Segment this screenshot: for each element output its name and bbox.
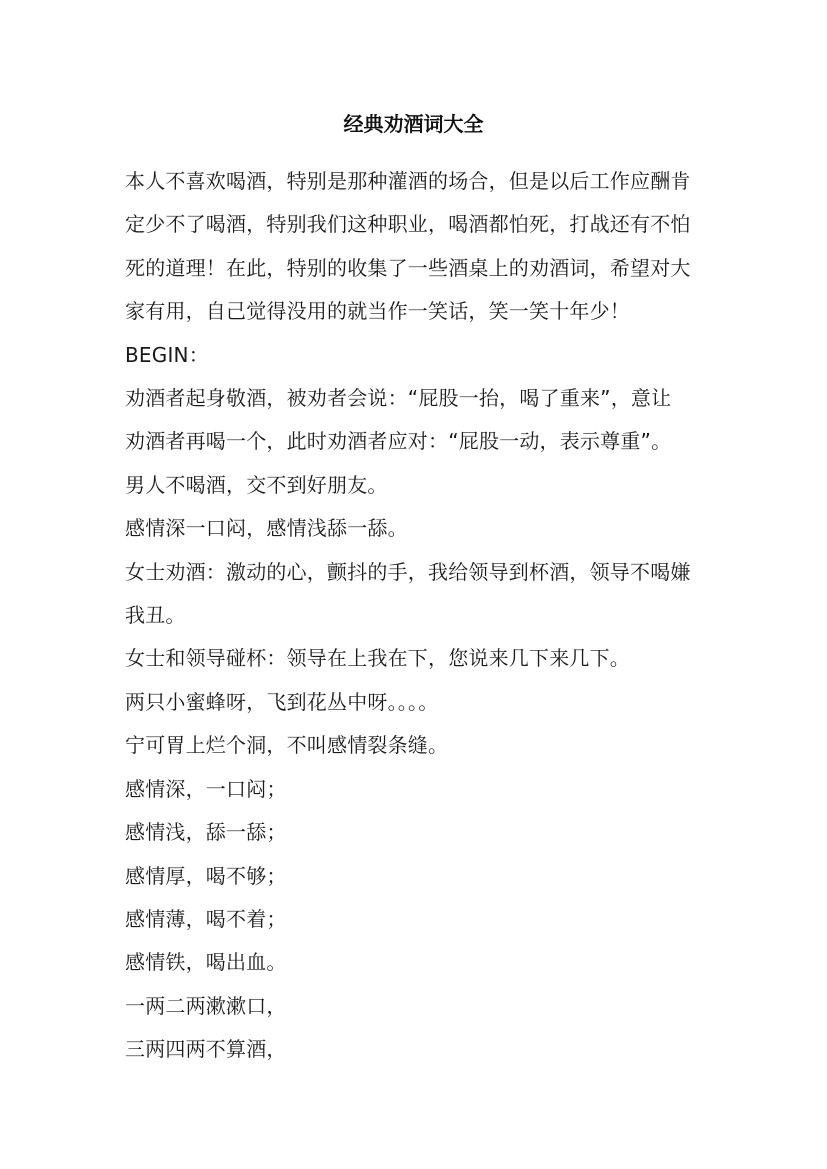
text-line-men: 男人不喝酒，交不到好朋友。 [125,472,388,497]
begin-label: BEGIN： [125,342,209,367]
verse-line: 三两四两不算酒， [125,1037,287,1062]
text-line-toast: 女士和领导碰杯：领导在上我在下，您说来几下来几下。 [125,646,630,671]
text-line-stomach: 宁可胃上烂个洞，不叫感情裂条缝。 [125,733,449,758]
toast-response-paragraph [125,377,705,464]
verse-block [125,768,705,1072]
verse-line: 感情深，一口闷； [125,776,287,801]
verse-line: 感情浅，舔一舔； [125,820,287,845]
paragraph-line: 我丑。 [125,603,186,628]
intro-line: 死的道理！在此，特别的收集了一些酒桌上的劝酒词，希望对大 [125,255,691,280]
intro-paragraph [125,160,705,334]
intro-line: 本人不喜欢喝酒，特别是那种灌酒的场合，但是以后工作应酬肯 [125,169,691,193]
intro-line: 家有用，自己觉得没用的就当作一笑话，笑一笑十年少！ [125,299,630,324]
paragraph-line: 劝酒者再喝一个，此时劝酒者应对：“屁股一动，表示尊重”。 [125,429,672,454]
verse-line: 一两二两漱漱口， [125,993,287,1018]
document-title: 经典劝酒词大全 [343,112,484,136]
text-line-bees: 两只小蜜蜂呀，飞到花丛中呀。。。。 [125,689,439,714]
document-body [125,160,705,1072]
intro-line: 定少不了喝酒，特别我们这种职业，喝酒都怕死，打战还有不怕 [125,212,691,237]
verse-line: 感情厚，喝不够； [125,863,287,888]
paragraph-line: 劝酒者起身敬酒，被劝者会说：“屁股一抬，喝了重来”，意让 [125,386,672,411]
verse-line: 感情薄，喝不着； [125,906,287,931]
verse-line: 感情铁，喝出血。 [125,950,287,975]
paragraph-line: 女士劝酒：激动的心，颤抖的手，我给领导到杯酒，领导不喝嫌 [125,559,691,584]
text-line-feeling: 感情深一口闷，感情浅舔一舔。 [125,516,408,541]
lady-toast-paragraph [125,551,705,638]
